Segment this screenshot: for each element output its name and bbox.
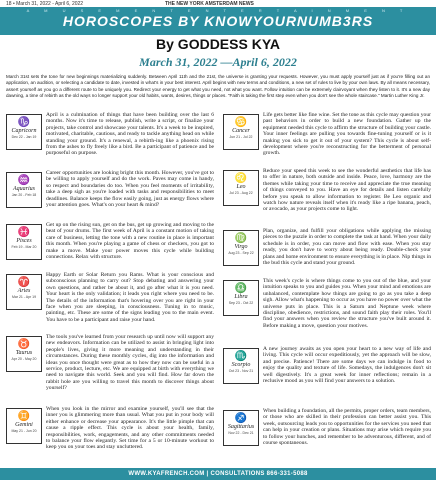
sign-name: Virgo bbox=[234, 244, 248, 250]
sign-badge bbox=[223, 114, 259, 150]
leo-icon: ♌ bbox=[234, 173, 248, 184]
sign-dates: Apr 20 - May 20 bbox=[11, 357, 37, 361]
page-topline bbox=[0, 0, 436, 7]
sign-badge bbox=[6, 172, 42, 208]
sign-name: Sagittarius bbox=[227, 424, 255, 430]
sign-name: Gemini bbox=[15, 422, 33, 428]
horoscope-text: A new journey awaits as you open your heart to a new way of life and living. This cycle will occur expeditiously, yet the approach will be slow, and precise. Patience! There are some days we can indulge in food to enjoy the quality and texture of life. Somedays, the indulgences don't sit well digestively. It's a great week for inner reflections; remain in a reclusive mood as you will find your answers to a solution. bbox=[263, 346, 431, 385]
section-kicker: A M U S E M E N T E N T E R T A I N M E N T bbox=[26, 8, 410, 13]
gemini-icon: ♊ bbox=[17, 411, 31, 422]
horoscope-text: The tools you've learned from your research up until now will support any new endeavors. Information can be utilized to assist in bringing light into people's lives, giving it more meaning and understanding in their circumstances. During these monthly cycles, dig into the information and ideas you once thought were great as to how they now can be useful in a service, product, lecture, etc. We are equipped at birth with everything we need to navigate this world. Seek and you will find. How far down the rabbit hole are you willing to travel this month to discover things about yourself? bbox=[46, 334, 214, 392]
taurus-icon: ♉ bbox=[17, 339, 31, 350]
sign-name: Cancer bbox=[232, 128, 250, 134]
horoscope-text: Career opportunities are looking bright this month. However, you've got to be willing to apply yourself and do the work. Paves may come in handy, so respect and boundaries do too. When you feel moments of irritability, take a deep sigh as you're loaded with tasks and responsibilities to meet deadlines. Balance keeps the flow easily going, just as energy flows where your attention goes. What's on your heart & mind? bbox=[46, 170, 214, 209]
scorpio-icon: ♏ bbox=[234, 351, 248, 362]
sign-name: Capricorn bbox=[11, 128, 37, 134]
dateline: March 31, 2022 —April 6, 2022 bbox=[139, 55, 297, 69]
sign-dates: Aug 23 - Sep 22 bbox=[228, 251, 254, 255]
paper-name: THE NEW YORK AMSTERDAM NEWS bbox=[165, 1, 254, 7]
horoscope-gemini bbox=[6, 406, 214, 451]
sign-name: Aquarius bbox=[12, 186, 35, 192]
horoscope-text: Happy Earth or Solar Return you Rams. What is your conscious and subconscious planning to carry out? Stop debating and answering your own questions, and rather be about it, and go after what it is you need. Your heart is the only validation; it leads you right where you need to be. The details of the information that's hovering over you are right in your face when you are sleeping, in consciousness. Tuning in to music, painting, etc. These are some of the signs leading you to the main event. You have to be a participant and raise your hand. bbox=[46, 272, 214, 323]
sign-dates: Jan 20 - Feb 18 bbox=[11, 193, 37, 197]
footer-banner[interactable]: WWW.KYAFRENCH.COM | CONSULTATIONS 866-331-5088 bbox=[0, 468, 436, 480]
horoscope-aries bbox=[6, 272, 214, 323]
sign-dates: Jul 23 - Aug 22 bbox=[229, 191, 253, 195]
horoscope-text: When building a foundation, all the permits, proper orders, team members, or those who are skilled in their profession can better assist you. This week, outsourcing leads you to opportunities for the services you need that can help in your creation or plans. Situations may arise which require you to follow your hunches, and remember to be adventurous, different, and of course spontaneous. bbox=[263, 408, 431, 447]
sign-badge bbox=[223, 410, 259, 446]
byline: By GODDESS KYA bbox=[156, 36, 280, 52]
sign-badge bbox=[6, 224, 42, 260]
sign-dates: Mar 21 - Apr 19 bbox=[11, 295, 37, 299]
sign-badge bbox=[6, 336, 42, 372]
sign-dates: Dec 22 - Jan 19 bbox=[11, 135, 37, 139]
sign-dates: May 21 - Jun 20 bbox=[11, 429, 37, 433]
sign-dates: Nov 22 - Dec 21 bbox=[228, 431, 254, 435]
sign-badge bbox=[223, 348, 259, 384]
sign-name: Aries bbox=[17, 288, 31, 294]
sign-badge bbox=[6, 274, 42, 310]
horoscope-scorpio bbox=[223, 346, 431, 384]
sign-name: Leo bbox=[236, 184, 246, 190]
sagittarius-icon: ♐ bbox=[234, 413, 248, 424]
title-banner bbox=[0, 7, 436, 35]
sign-name: Libra bbox=[234, 294, 248, 300]
horoscope-libra bbox=[223, 278, 431, 329]
pisces-icon: ♓ bbox=[17, 227, 31, 238]
intro-paragraph: March 31st sets the tone for new beginnings materializing suddenly. Between April 11th and the 21st, the universe is granting your requests. However, you must apply yourself just as if you're filling out an application, an audition, or selecting a candidate to date, invested in what's in your best interest. April begins with new terms and conditions, a new set of rules to live by your own laws. By all means necessary, assert yourself as you go a different route to be uniquely you. Redirect your energy to get what you need, not what you want. Follow intuition can be extremely clairvoyant when they listen to it. It's a new day dawning, a time of rebirth as the old ways no longer support your old habits, wants, desires, things or places. "Faith is taking the first step even when you don't see the whole staircase." Martin Luther King Jr. bbox=[6, 74, 430, 98]
horoscope-sagittarius bbox=[223, 408, 431, 446]
horoscope-capricorn bbox=[6, 112, 214, 157]
horoscope-pisces bbox=[6, 222, 214, 260]
horoscope-cancer bbox=[223, 112, 431, 157]
sign-name: Pisces bbox=[16, 238, 32, 244]
sign-badge bbox=[223, 170, 259, 206]
sign-dates: Jun 21 - Jul 22 bbox=[229, 135, 253, 139]
sign-name: Scorpio bbox=[231, 362, 251, 368]
libra-icon: ♎ bbox=[234, 283, 248, 294]
page-title: HOROSCOPES BY KNOWYOURNUMB3RS bbox=[62, 13, 374, 29]
aquarius-icon: ♒ bbox=[17, 175, 31, 186]
horoscope-leo bbox=[223, 168, 431, 213]
horoscope-text: This week's cycle is where things come to you out of the blue, and your intuition speaks to you and guides you. When your mind and emotions are unbalanced, contemplate how things are going to go as you take a deep sigh. Allow what's happening to occur as you have no power over what the universe puts in place. This is a Saturn and Neptune week where discipline, obedience, restrictions, and sound faith play their roles. You'll find your answers when you review the structure you've built around it. Before making a move, question your motives. bbox=[263, 278, 431, 329]
sign-badge bbox=[223, 230, 259, 266]
horoscope-virgo bbox=[223, 228, 431, 266]
horoscope-text: Plan, organize, and fulfill your obligations while applying the missing pieces to the puzzle in order to complete the task at hand. When your daily schedule is in order, you can move and flow with ease. When you stay ready, you don't have to worry about being ready. Double-check your plans and home environment to ensure everything is in place. Nip things in the bud this cycle and stand your ground. bbox=[263, 228, 431, 267]
page-info: 18 • March 31, 2022 - April 6, 2022 bbox=[6, 1, 84, 7]
sign-dates: Sep 23 - Oct 22 bbox=[228, 301, 254, 305]
horoscope-text: April is a culmination of things that have been building over the last 6 months. Now it's time to release, publish, write a script, or finalize your projects, take control and showcase your talents. It's a week to be inspired, motivated, charitable, cautious, and ready to tackle anything head on while standing your ground. It's a renewal, a rebirth-ing like a phoenix rising from the ashes to fly freely like a bird. Be a participant of patience and be purposeful on purpose. bbox=[46, 112, 214, 157]
sign-name: Taurus bbox=[15, 350, 33, 356]
virgo-icon: ♍ bbox=[234, 233, 248, 244]
horoscope-text: Get up on the rising sun, get on the bus, get up growing and moving to the beat of your drums. The first week of April is a constant motion of taking care of business, letting the tone with a new routine in place is important this month. When you're playing a game of chess or checkers, you got to make a move. Make your power moves this cycle while building connections. Relax with structure. bbox=[46, 222, 214, 261]
sign-dates: Oct 23 - Nov 21 bbox=[228, 369, 254, 373]
sign-dates: Feb 19 - Mar 20 bbox=[11, 245, 37, 249]
capricorn-icon: ♑ bbox=[17, 117, 31, 128]
sign-badge bbox=[6, 114, 42, 150]
horoscope-text: Life gets better like fine wine. Set the tone as this cycle may question your past behaviors in order to build a new foundation. Gather up the equipment needed this cycle to affirm the structure of building your castle. Your inner feelings are pulling you towards fine-tuning yourself or is it making you sick to get it out of your system? This cycle is about self-development where you're reconstructing for the betterment of personal growth. bbox=[263, 112, 431, 157]
sign-badge bbox=[223, 280, 259, 316]
horoscope-aquarius bbox=[6, 170, 214, 208]
horoscope-taurus bbox=[6, 334, 214, 392]
cancer-icon: ♋ bbox=[234, 117, 248, 128]
horoscope-text: When you look in the mirror and examine yourself, you'll see that the inner you is glimmering more than usual. What you put in your body will either enhance or decrease your appearance. It's the little pimple that can cause a ripple effect. This cycle is about your health, family, responsibilities, work, engagements, and any other commitments needed to balance your flow elegantly. Set time for a 5 or 10-minute workout to keep you on your toes and stay uncluttered. bbox=[46, 406, 214, 451]
horoscope-text: Reduce your speed this week to see the wonderful aesthetics that life has to offer in nature, both outside and inside. Peace, love, harmony are the themes while taking your time to receive and appreciate the true meaning of things conveyed to you. Have an eye for details and listen carefully before you speak to allow information to register. Be Leo organic and watch how nature reveals itself when it's ready like a ripe banana, peach, or avocado, as your projects come to light. bbox=[263, 168, 431, 213]
sign-badge bbox=[6, 408, 42, 444]
aries-icon: ♈ bbox=[17, 277, 31, 288]
